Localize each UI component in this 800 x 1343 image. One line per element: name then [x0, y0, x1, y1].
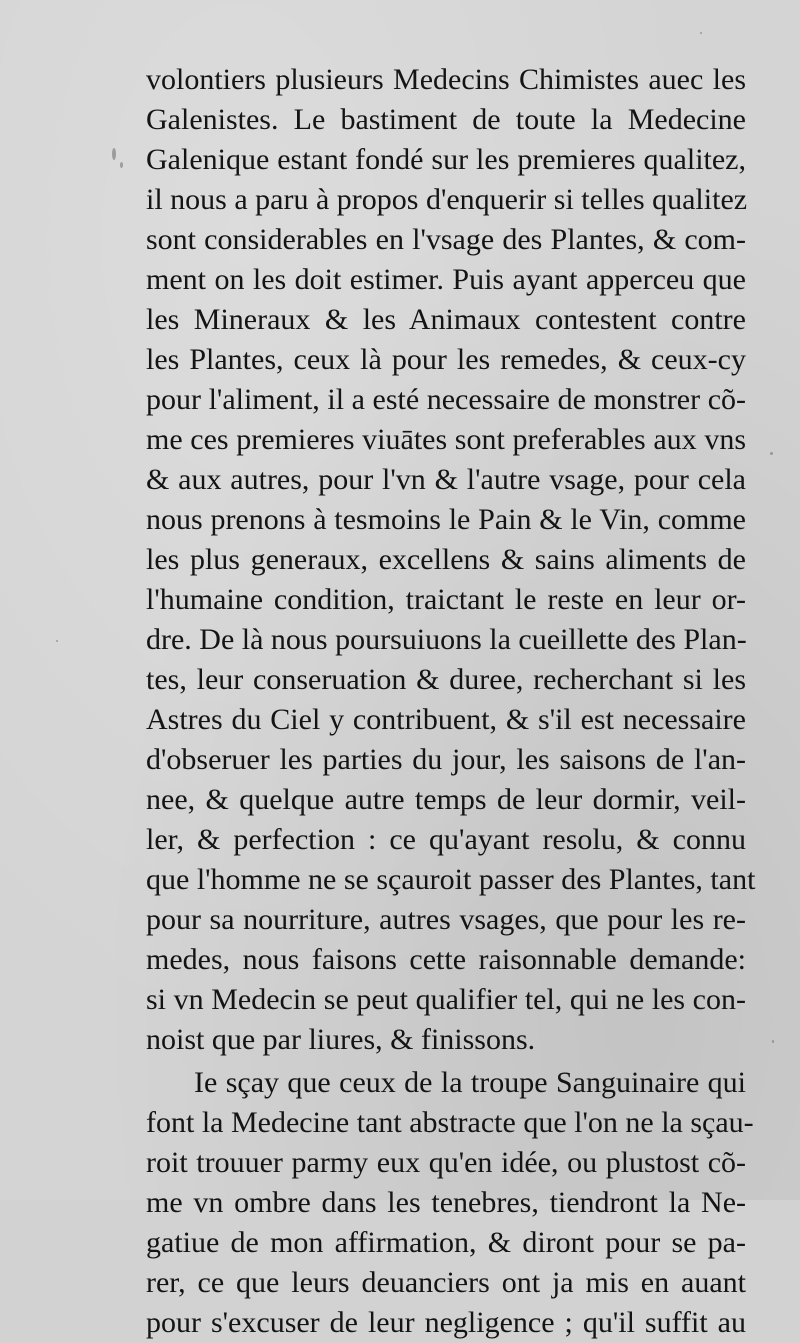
paper-speck: [770, 452, 773, 455]
text-line: les Mineraux & les Animaux contestent contre: [146, 303, 746, 336]
text-line: me ces premieres viuātes sont preferables aux vns: [146, 423, 746, 456]
text-line: Astres du Ciel y contribuent, & s'il est necessaire: [146, 703, 746, 736]
text-line: d'obseruer les parties du jour, les saisons de l'an-: [146, 743, 746, 776]
text-line: dre. De là nous poursuiuons la cueillette des Plan-: [146, 623, 747, 656]
text-line: que l'homme ne se sçauroit passer des Plantes, tant: [146, 863, 756, 896]
text-line: gatiue de mon affirmation, & diront pour se pa-: [146, 1226, 746, 1259]
text-line: l'humaine condition, traictant le reste en leur or-: [146, 583, 746, 616]
text-line: pour sa nourriture, autres vsages, que pour les re-: [146, 903, 746, 936]
text-line: rer, ce que leurs deuanciers ont ja mis en auant: [146, 1266, 746, 1299]
paper-speck: [772, 1040, 774, 1043]
text-line: medes, nous faisons cette raisonnable demande:: [146, 943, 746, 976]
text-line: Ie sçay que ceux de la troupe Sanguinaire qui: [194, 1066, 746, 1099]
paper-speck: [700, 32, 702, 34]
page-text: [146, 60, 756, 1343]
paper-speck: [120, 162, 123, 168]
text-line: les plus generaux, excellens & sains aliments de: [146, 543, 746, 576]
text-line: si vn Medecin se peut qualifier tel, qui ne les con-: [146, 983, 746, 1016]
text-line: me vn ombre dans les tenebres, tiendront la Ne-: [146, 1186, 746, 1219]
text-line: volontiers plusieurs Medecins Chimistes auec les: [146, 63, 746, 96]
text-line: sont considerables en l'vsage des Plantes, & com-: [146, 223, 746, 256]
text-line: & aux autres, pour l'vn & l'autre vsage, pour cela: [146, 463, 746, 496]
text-line: font la Medecine tant abstracte que l'on ne la sçau-: [146, 1106, 754, 1139]
text-line: nous prenons à tesmoins le Pain & le Vin, comme: [146, 503, 746, 536]
text-line: pour l'aliment, il a esté necessaire de monstrer cõ-: [146, 383, 746, 416]
text-line: roit trouuer parmy eux qu'en idée, ou plustost cõ-: [146, 1146, 746, 1179]
text-line: nee, & quelque autre temps de leur dormir, veil-: [146, 783, 746, 816]
text-line: ment on les doit estimer. Puis ayant apperceu que: [146, 263, 746, 296]
text-line: ler, & perfection : ce qu'ayant resolu, & connu: [146, 823, 746, 856]
paper-speck: [112, 148, 116, 160]
paper-speck: [56, 640, 58, 642]
text-line: Galenistes. Le bastiment de toute la Medecine: [146, 103, 746, 136]
text-line: il nous a paru à propos d'enquerir si telles qualitez: [146, 183, 748, 216]
text-line: pour s'excuser de leur negligence ; qu'il suffit au: [146, 1306, 746, 1339]
text-line: Galenique estant fondé sur les premieres qualitez,: [146, 143, 746, 176]
text-line: tes, leur conseruation & duree, recherchant si les: [146, 663, 746, 696]
text-line: les Plantes, ceux là pour les remedes, & ceux-cy: [146, 343, 746, 376]
text-line: noist que par liures, & finissons.: [146, 1023, 536, 1056]
